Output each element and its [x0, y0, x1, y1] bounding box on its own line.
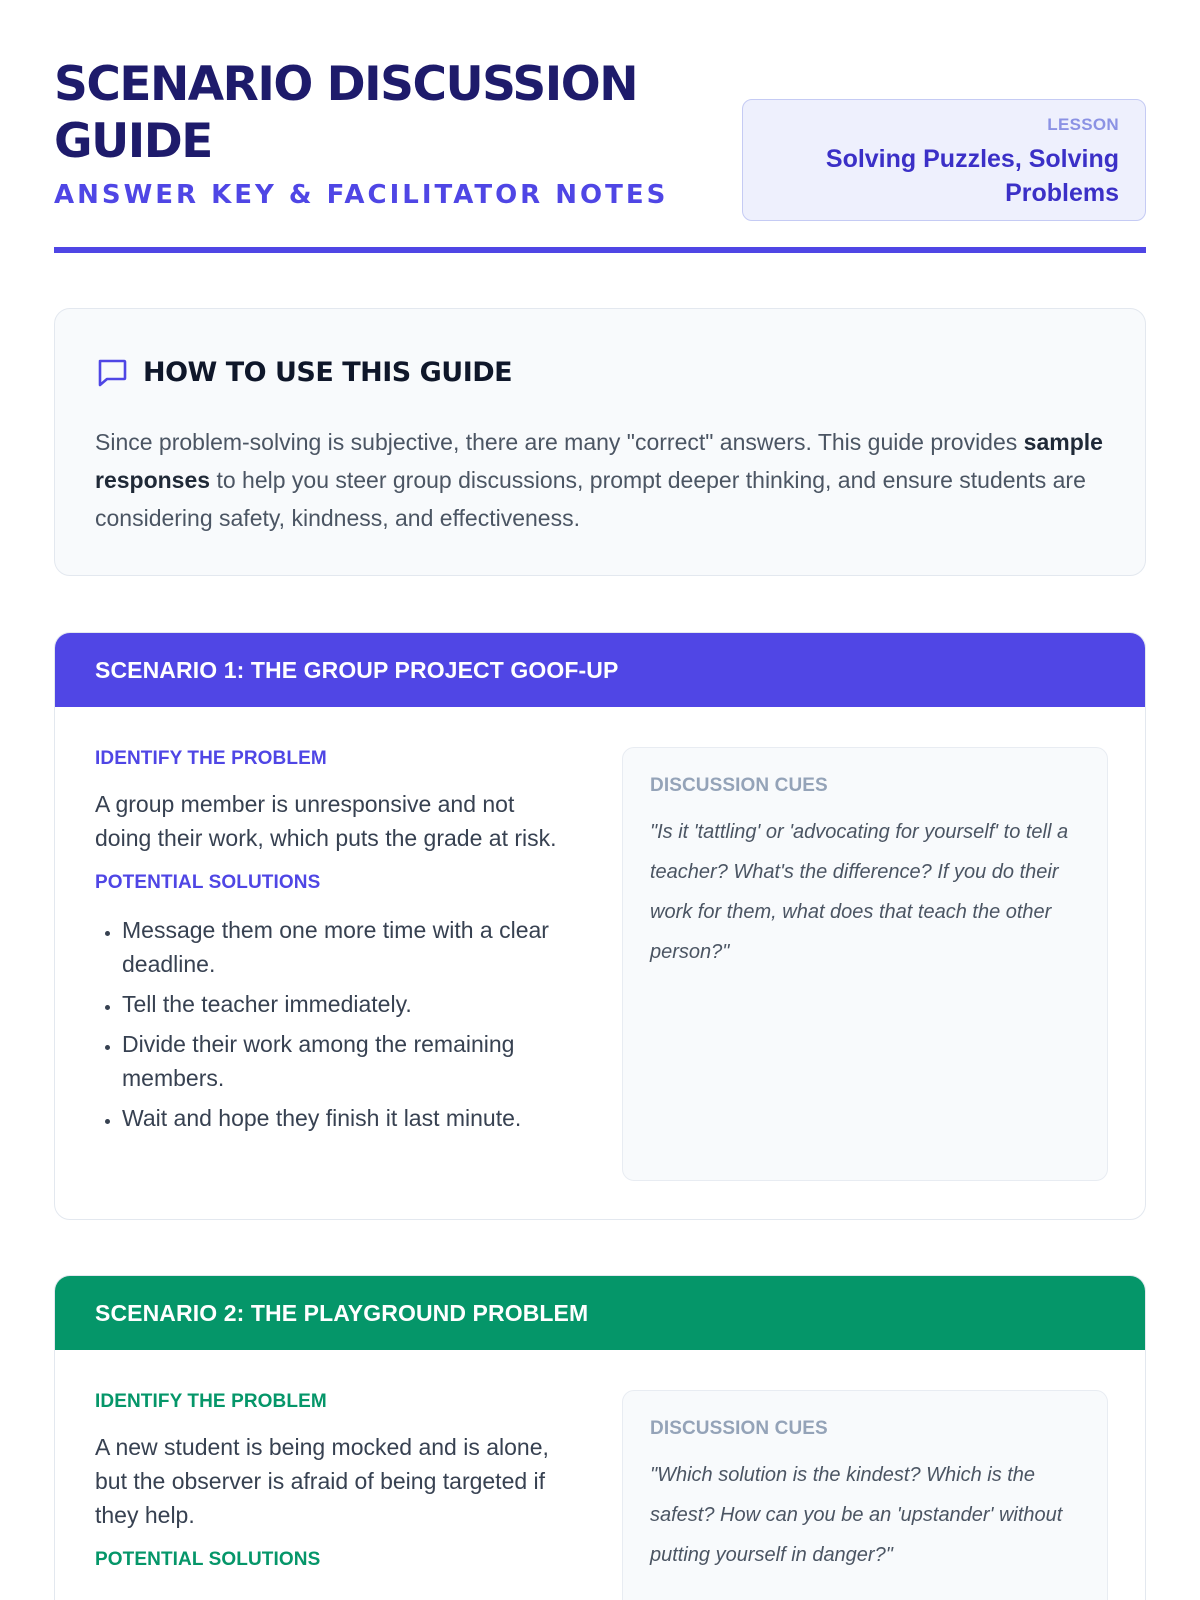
header-divider: [54, 247, 1146, 253]
scenario-header: SCENARIO 1: THE GROUP PROJECT GOOF-UP: [55, 633, 1145, 707]
discussion-cues-text: "Is it 'tattling' or 'advocating for yourself' to tell a teacher? What's the difference? If you do their work for them, what does that teach the other person?": [650, 821, 1069, 963]
discussion-cues-text: "Which solution is the kindest? Which is the safest? How can you be an 'upstander' without putting yourself in danger?": [650, 1464, 1063, 1566]
solution-item: • Message them one more time with a clear deadline.: [122, 913, 565, 981]
how-to-use-text-part-1: Since problem-solving is subjective, there are many "correct" answers. This guide provides: [95, 429, 1024, 455]
scenario-header: SCENARIO 2: THE PLAYGROUND PROBLEM: [55, 1276, 1145, 1350]
lesson-name: Solving Puzzles, Solving Problems: [825, 145, 1119, 207]
identify-problem-label: IDENTIFY THE PROBLEM: [95, 1391, 327, 1412]
scenario-card-1: [54, 632, 1146, 1220]
page-header: [54, 0, 1146, 252]
how-to-use-text-emphasis: sample responses: [95, 429, 1103, 493]
solutions-list: [95, 913, 565, 1135]
solution-item: • Tell the teacher immediately.: [122, 987, 565, 1021]
chat-bubble-icon: [95, 355, 129, 389]
lesson-label: LESSON: [1047, 115, 1119, 134]
discussion-cues-box: [622, 1390, 1108, 1600]
identify-problem-label: IDENTIFY THE PROBLEM: [95, 748, 327, 769]
how-to-use-heading: [95, 355, 512, 389]
how-to-use-text-part-2: to help you steer group discussions, prompt deeper thinking, and ensure students are considering safety, kindness, and effectiveness.: [95, 467, 1086, 531]
how-to-use-text: [95, 423, 1105, 537]
potential-solutions-label: POTENTIAL SOLUTIONS: [95, 1549, 321, 1570]
discussion-cues-box: [622, 747, 1108, 1181]
solution-item: • Divide their work among the remaining members.: [122, 1027, 565, 1095]
page-title: SCENARIO DISCUSSION GUIDE: [54, 57, 638, 169]
page-subtitle: ANSWER KEY & FACILITATOR NOTES: [54, 180, 669, 210]
solution-item: • Wait and hope they finish it last minute.: [122, 1101, 565, 1135]
potential-solutions-label: POTENTIAL SOLUTIONS: [95, 872, 321, 893]
problem-text: A group member is unresponsive and not doing their work, which puts the grade at risk.: [95, 791, 557, 851]
scenario-details: [95, 747, 565, 1141]
discussion-cues-label: DISCUSSION CUES: [650, 775, 828, 796]
how-to-use-title: HOW TO USE THIS GUIDE: [143, 356, 513, 388]
how-to-use-card: [54, 308, 1146, 576]
lesson-badge: [742, 99, 1146, 221]
discussion-cues-label: DISCUSSION CUES: [650, 1418, 828, 1439]
problem-text: A new student is being mocked and is alone, but the observer is afraid of being targeted if they help.: [95, 1434, 549, 1528]
scenario-details: [95, 1390, 565, 1572]
scenario-card-2: [54, 1275, 1146, 1600]
